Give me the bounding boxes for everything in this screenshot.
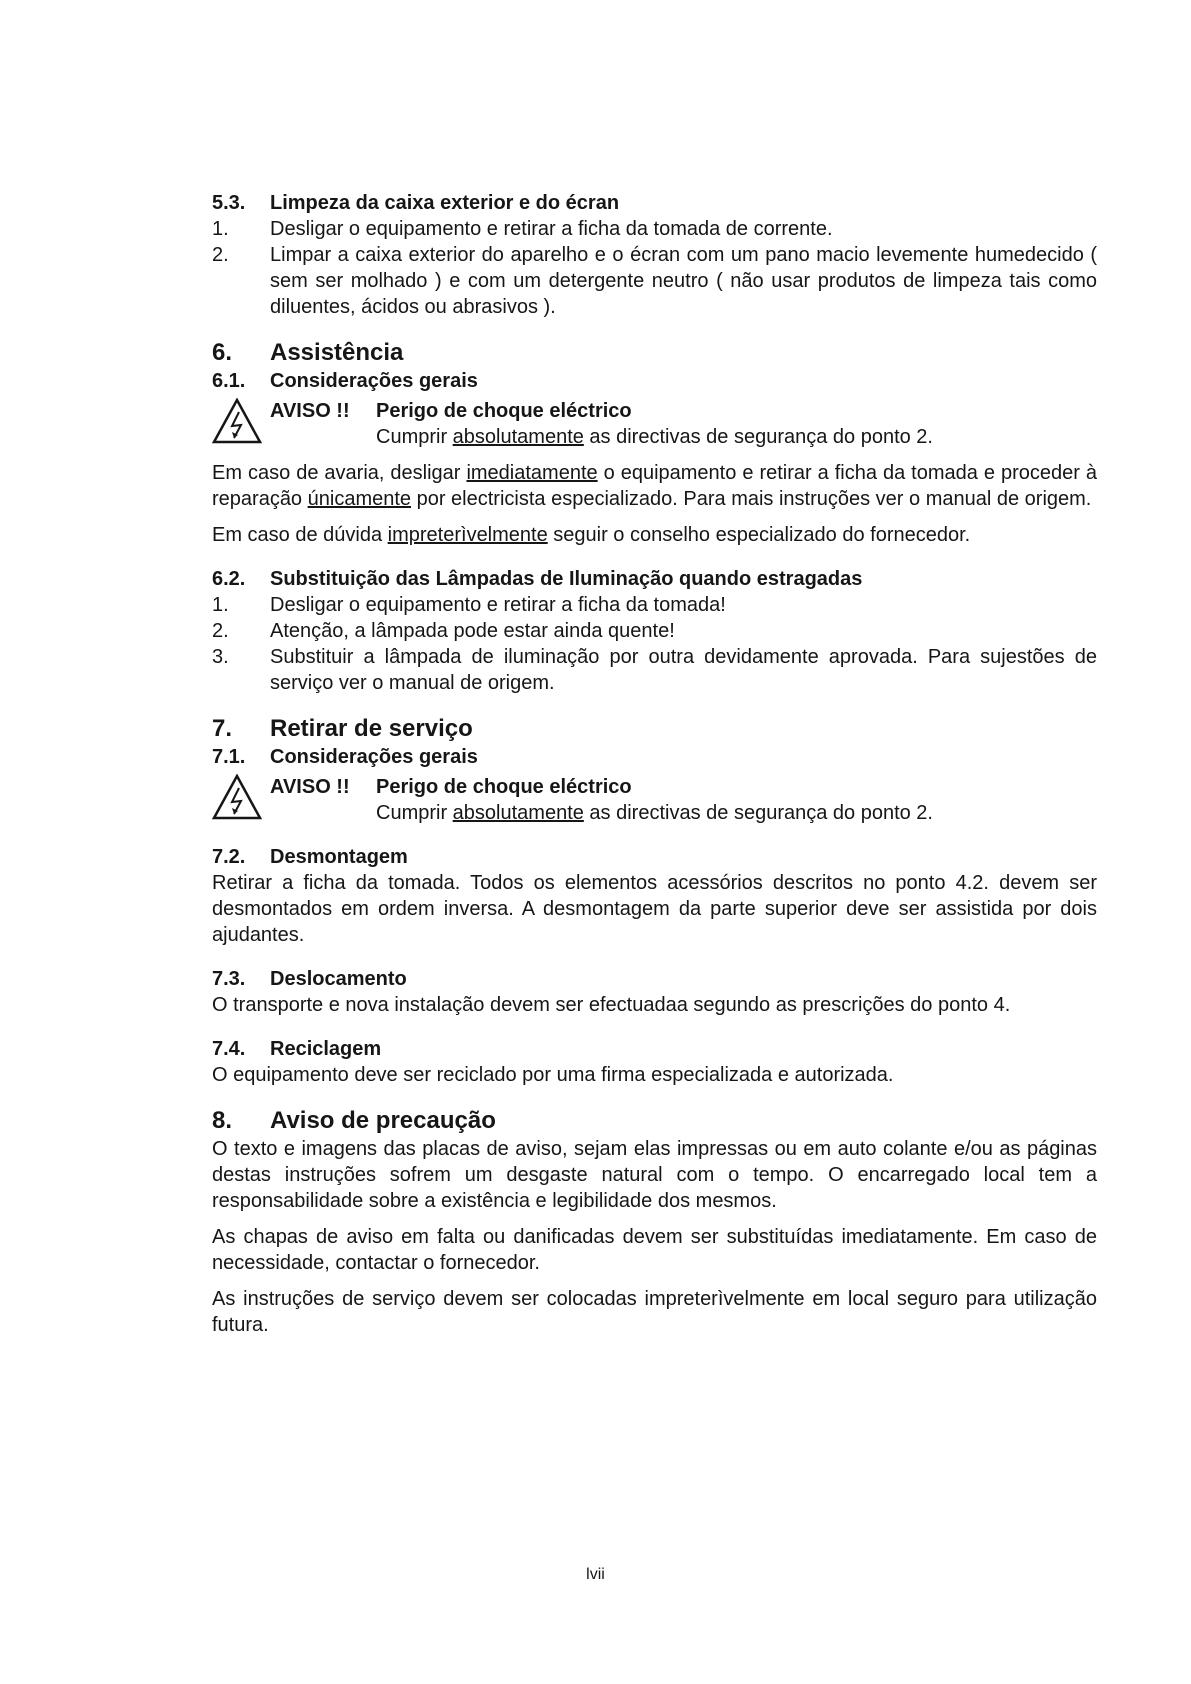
section-7-heading (212, 714, 1097, 744)
section-title: Aviso de precaução (270, 1107, 496, 1134)
section-number: 5.3. (212, 192, 246, 214)
section-number: 8. (212, 1107, 233, 1134)
section-8-heading (212, 1106, 1097, 1136)
list-text: Desligar o equipamento e retirar a ficha da tomada! (270, 594, 726, 616)
electric-warning (212, 774, 1097, 826)
list-text: Limpar a caixa exterior do aparelho e o écran com um pano macio levemente humedecido ( sem ser molhado ) e com um detergente neutro ( não usar produtos de limpeza tais como diluentes, ácidos ou abrasivos ). (270, 244, 1097, 318)
list-number: 2. (212, 620, 229, 642)
section-5-3-heading (212, 190, 1097, 216)
section-title: Assistência (270, 339, 404, 366)
section-number: 6.1. (212, 370, 246, 392)
paragraph: O transporte e nova instalação devem ser efectuadaa segundo as prescrições do ponto 4. (212, 994, 1011, 1016)
list-number: 1. (212, 218, 229, 240)
section-7-2-heading (212, 844, 1097, 870)
paragraph: O texto e imagens das placas de aviso, sejam elas impressas ou em auto colante e/ou as páginas destas instruções sofrem um desgaste natural com o tempo. O encarregado local tem a responsabilidade sobre a existência e legibilidade dos mesmos. (212, 1138, 1097, 1212)
section-6-heading (212, 338, 1097, 368)
section-7-1-heading (212, 744, 1097, 770)
warning-text: Cumprir absolutamente as directivas de segurança do ponto 2. (376, 802, 933, 824)
section-title: Deslocamento (270, 968, 407, 990)
electric-hazard-icon (212, 398, 262, 444)
page-content (212, 190, 1097, 1338)
list-number: 1. (212, 594, 229, 616)
list-item (212, 618, 1097, 644)
section-number: 7.1. (212, 746, 246, 768)
section-title: Desmontagem (270, 846, 408, 868)
list-text: Atenção, a lâmpada pode estar ainda quente! (270, 620, 675, 642)
list-number: 2. (212, 244, 229, 266)
section-title: Considerações gerais (270, 370, 478, 392)
paragraph: O equipamento deve ser reciclado por uma firma especializada e autorizada. (212, 1064, 894, 1086)
section-number: 7.4. (212, 1038, 246, 1060)
paragraph: Em caso de avaria, desligar imediatamente o equipamento e retirar a ficha da tomada e proceder à reparação únicamente por electricista especializado. Para mais instruções ver o manual de origem. (212, 462, 1098, 510)
section-title: Substituição das Lâmpadas de Iluminação quando estragadas (270, 568, 863, 590)
list-number: 3. (212, 646, 229, 668)
list-item (212, 644, 1097, 696)
warning-label: AVISO !! (270, 776, 350, 798)
paragraph: Em caso de dúvida impreterìvelmente seguir o conselho especializado do fornecedor. (212, 524, 971, 546)
list-item (212, 216, 1097, 242)
section-title: Considerações gerais (270, 746, 478, 768)
list-item (212, 592, 1097, 618)
section-title: Limpeza da caixa exterior e do écran (270, 192, 620, 214)
paragraph: As chapas de aviso em falta ou danificadas devem ser substituídas imediatamente. Em caso de necessidade, contactar o fornecedor. (212, 1226, 1097, 1274)
warning-title: Perigo de choque eléctrico (376, 400, 632, 422)
paragraph: As instruções de serviço devem ser colocadas impreterìvelmente em local seguro para utilização futura. (212, 1288, 1097, 1336)
paragraph: Retirar a ficha da tomada. Todos os elementos acessórios descritos no ponto 4.2. devem ser desmontados em ordem inversa. A desmontagem da parte superior deve ser assistida por dois ajudantes. (212, 872, 1097, 946)
list-item (212, 242, 1097, 320)
section-title: Retirar de serviço (270, 715, 473, 742)
section-6-1-heading (212, 368, 1097, 394)
section-7-3-heading (212, 966, 1097, 992)
list-text: Substituir a lâmpada de iluminação por outra devidamente aprovada. Para sujestões de serviço ver o manual de origem. (270, 646, 1097, 694)
warning-text: Cumprir absolutamente as directivas de segurança do ponto 2. (376, 426, 933, 448)
warning-title: Perigo de choque eléctrico (376, 776, 632, 798)
section-number: 7. (212, 715, 233, 742)
list-text: Desligar o equipamento e retirar a ficha da tomada de corrente. (270, 218, 833, 240)
section-number: 6. (212, 339, 233, 366)
electric-hazard-icon (212, 774, 262, 820)
page-number: lvii (586, 1566, 605, 1583)
section-6-2-heading (212, 566, 1097, 592)
section-number: 7.3. (212, 968, 246, 990)
section-number: 7.2. (212, 846, 246, 868)
section-title: Reciclagem (270, 1038, 382, 1060)
section-7-4-heading (212, 1036, 1097, 1062)
electric-warning (212, 398, 1097, 450)
warning-label: AVISO !! (270, 400, 350, 422)
section-number: 6.2. (212, 568, 246, 590)
